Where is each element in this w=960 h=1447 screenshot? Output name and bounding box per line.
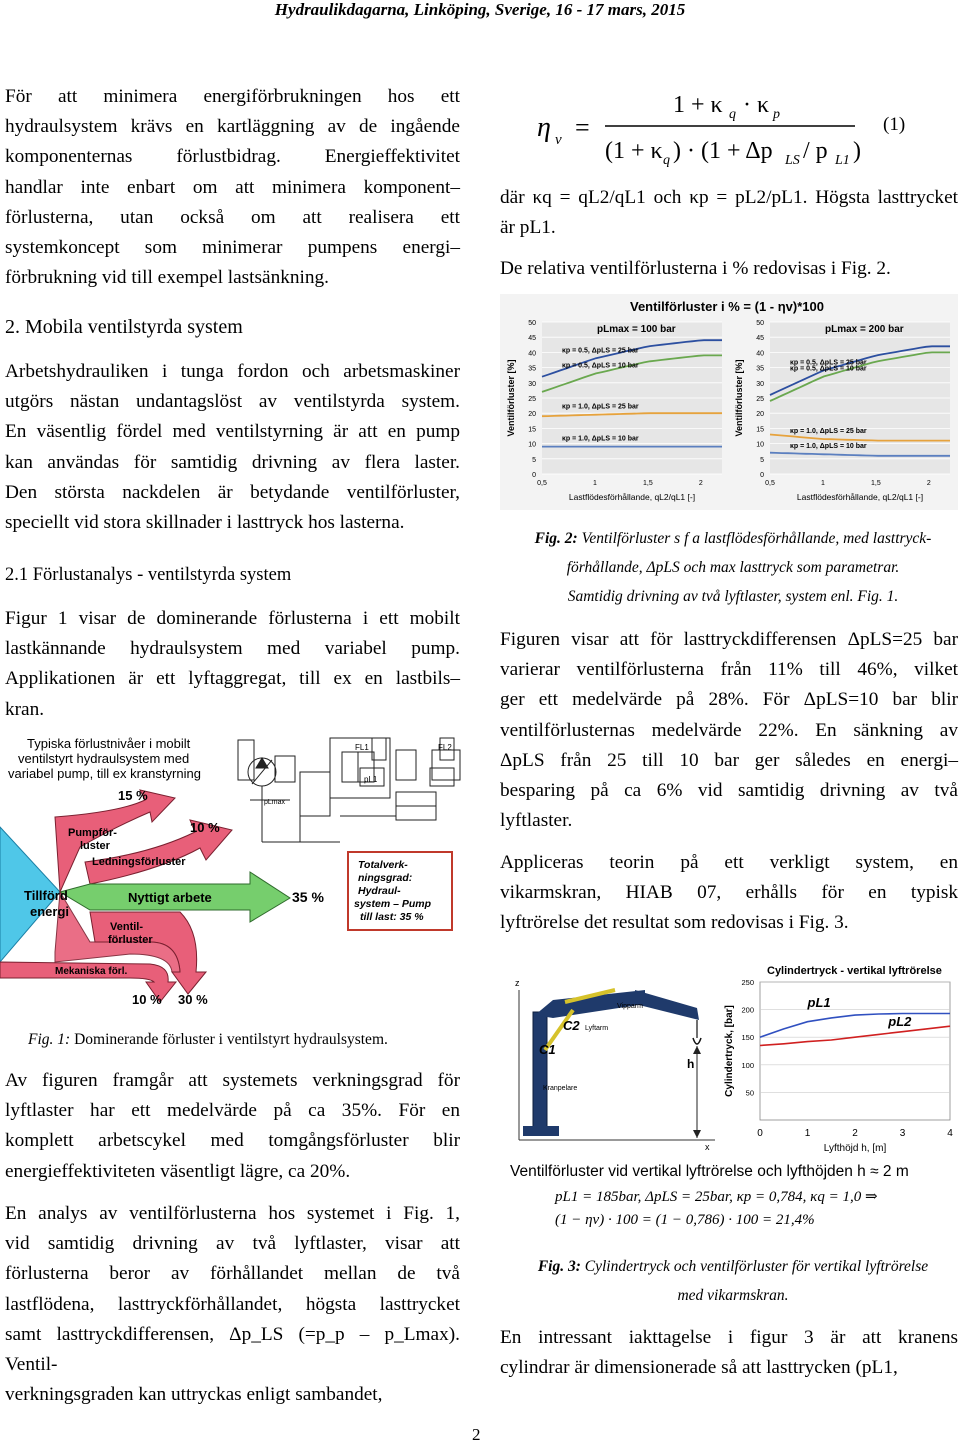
left-intro [5,82,460,293]
total-line-1: Totalverk- [358,859,408,871]
fig3-subtitle: Ventilförluster vid vertikal lyftrörelse och lyfthöjden h ≈ 2 m [510,1163,909,1180]
y-axis-label: Ventilförluster [%] [734,359,744,437]
text-line: där κq = qL2/qL1 och κp = pL2/pL1. Högsta lasttrycket [500,187,958,208]
series-label: κp = 0.5, ΔpLS = 10 bar [562,362,639,370]
series-label: κp = 0.5, ΔpLS = 10 bar [790,365,867,373]
x-axis-label: Lyfthöjd h, [m] [823,1143,887,1154]
series-label: κp = 0.5, ΔpLS = 25 bar [790,359,867,367]
y-tick-label: 200 [741,1005,754,1015]
y-tick-label: 50 [528,320,536,327]
y-tick-label: 0 [532,472,536,479]
left-para3 [5,1199,460,1410]
svg-text:η: η [537,112,551,143]
y-tick-label: 35 [756,365,764,373]
caption-text: med vikarmskran. [677,1287,789,1304]
text-line: ger ett medelvärde på 28%. För ΔpLS=10 bar blir [500,689,958,711]
fig2-title: Ventilförluster i % = (1 - ηv)*100 [630,299,824,314]
svg-text:p: p [773,107,780,122]
valve-loss-1: Ventil- [110,921,144,933]
caption-line [506,553,960,582]
axis-x: x [705,1142,710,1152]
vipparm-label: Vipparm [617,1003,643,1010]
text-line: varierar ventilförlusterna från 11% till 46%, vilket [500,659,958,681]
svg-text:) · (1 + Δp: ) · (1 + Δp [673,138,773,164]
x-tick-label: 2 [698,480,703,487]
y-axis-label: Cylindertryck, [bar] [724,1005,735,1097]
fig1-title-2: ventilstyrt hydraulsystem med [18,751,190,766]
pct-30: 30 % [178,992,208,1007]
subsection-title: 2.1 Förlustanalys - ventilstyrda system [5,565,292,585]
fig3-caption [506,1252,960,1310]
caption-line [506,582,960,611]
right-para-c [500,1323,958,1383]
x-tick-label: 0,5 [765,480,775,487]
y-tick-label: 10 [528,441,536,449]
y-tick-label: 20 [756,411,764,419]
caption-line [506,1281,960,1310]
text-line: En väsentlig fördel med ventilstyrning är att en pump [5,421,460,443]
text-line: komplett arbetscykel med tomgångsförluster blir [5,1130,460,1152]
x-tick-label: 1,5 [871,480,881,487]
text-line: samt lasttryckdifferensen, Δp_LS (=p_p – p_Lmax). Ventil- [5,1323,460,1376]
text-line: förlusterna, utan också om att realisera ett [5,206,460,228]
svg-text:1 + κ: 1 + κ [673,92,723,118]
y-tick-label: 10 [756,441,764,449]
y-tick-label: 30 [756,380,764,388]
text-line: speciellt vid stora skillnader i lasttryck hos lasterna. [5,512,405,534]
input-energy-2: energi [30,904,70,919]
pump-loss-1: Pumpför- [68,827,117,839]
y-tick-label: 5 [532,456,536,464]
fig3-formula-2: (1 − ηv) · 100 = (1 − 0,786) · 100 = 21,4% [555,1212,815,1228]
caption-text: Ventilförluster s f a lastflödesförhållande, med lasttryck- [581,530,932,547]
y-tick-label: 35 [528,365,536,373]
figure-3 [505,960,960,1155]
crane-drawing [515,978,715,1152]
text-line: besparing på ca 6% vid samtidig drivning av två [500,780,958,802]
c2-label: C2 [563,1018,580,1033]
svg-text:LS: LS [785,153,800,168]
total-line-3: Hydraul- [358,885,401,897]
right-para-a [500,625,958,836]
useful-work-label: Nyttigt arbete [128,890,212,905]
y-tick-label: 40 [756,350,764,358]
svg-text:L1: L1 [835,153,850,168]
series-label: κp = 1.0, ΔpLS = 25 bar [562,403,639,411]
valve-loss-2: förluster [108,934,153,946]
pl1-label: pL1 [807,994,831,1010]
y-tick-label: 5 [760,456,764,464]
svg-text:v: v [555,132,562,148]
svg-text:· κ: · κ [743,92,770,118]
x-axis-label: Lastflödesförhållande, qL2/qL1 [-] [568,492,696,502]
svg-text:=: = [575,113,590,142]
caption-text: Cylindertryck och ventilförluster för vertikal lyftrörelse [584,1258,929,1275]
x-tick-label: 0,5 [537,480,547,487]
section-title: 2. Mobila ventilstyrda system [5,316,243,338]
panel-header: pLmax = 200 bar [825,324,904,335]
text-line: förbrukning vid till exempel lastsänkning. [5,267,329,289]
c1-label: C1 [539,1042,556,1057]
x-tick-label: 1 [820,480,825,487]
caption-label: Fig. 3: [537,1258,581,1275]
panel-header: pLmax = 100 bar [597,324,676,335]
input-energy-1: Tillförd [24,888,68,903]
caption-line [506,524,960,553]
y-tick-label: 25 [756,396,764,403]
text-line: kan användas för samtidig drivning av flera laster. [5,451,460,473]
text-line: lastflödena, lasttryckförhållandet, högsta lasttrycket [5,1293,460,1315]
fig1-caption [28,1025,468,1054]
figure-2-chart [500,294,958,510]
caption-line [506,1252,960,1281]
fig1-caption-text: Dominerande förluster i ventilstyrt hydraulsystem. [74,1031,388,1048]
y-tick-label: 40 [528,350,536,358]
pl2-label: pL2 [888,1014,912,1030]
text-line: Appliceras teorin på ett verkligt system, en [500,852,958,873]
fig2-caption [506,524,960,611]
text-line: hydraulsystem krävs en kartläggning av de ingående [5,116,460,138]
running-header: Hydraulikdagarna, Linköping, Sverige, 16 - 17 mars, 2015 [274,0,686,19]
total-line-5: till last: 35 % [360,911,424,923]
y-tick-label: 45 [528,335,536,343]
pump-loss-2: luster [80,840,110,852]
caption-text: förhållande, ΔpLS och max lasttryck som parametrar. [566,559,900,576]
y-tick-label: 250 [741,978,754,987]
svg-text:q: q [729,107,736,122]
pct-10: 10 % [190,820,220,835]
text-line: Applikationen är ett lyftaggregat, till ex en lastbils– [5,668,460,690]
circuit-plmax: pLmax [264,799,286,806]
line-loss-label: Ledningsförluster [92,856,186,868]
y-tick-label: 150 [741,1033,754,1043]
left-para2 [5,1066,460,1187]
svg-text:q: q [663,153,670,168]
x-tick-label: 2 [926,480,931,487]
text-line: handlar inte enbart om att minimera komponent– [5,176,460,198]
text-line: utgörs nästan undantagslöst av ventilstyrda system. [5,391,460,413]
x-tick-label: 1 [804,1128,811,1139]
text-line: vid samtidig drivning av två lyftlaster, visar att [5,1233,460,1255]
series-label: κp = 0.5, ΔpLS = 25 bar [562,347,639,355]
figure-1 [0,732,470,1014]
text-line: cylindrar är dimensionerade så att lasttrycken (pL1, [500,1357,898,1379]
text-line: För att minimera energiförbrukningen hos ett [5,86,460,107]
text-line: verkningsgraden kan uttryckas enligt sambandet, [5,1384,383,1406]
mech-loss-label: Mekaniska förl. [55,966,128,977]
fig3-formula [555,1186,878,1232]
x-tick-label: 0 [757,1128,763,1139]
text-line: ventilförlusternas medelvärde 22%. En sänkning av [500,719,958,741]
y-tick-label: 30 [528,380,536,388]
y-tick-label: 50 [756,320,764,327]
x-axis-label: Lastflödesförhållande, qL2/qL1 [-] [796,492,924,502]
fig1-caption-label: Fig. 1: [28,1031,71,1048]
text-line: lyftlaster. [500,810,573,832]
text-line: Figur 1 visar de dominerande förlusterna i ett mobilt [5,608,460,629]
text-line: energieffektiviteten väsentligt lägre, ca 20%. [5,1160,351,1182]
left-section-text [5,357,460,538]
svg-text:(1 + κ: (1 + κ [605,138,663,164]
page-number: 2 [472,1425,481,1444]
x-tick-label: 3 [899,1128,906,1139]
total-line-2: ningsgrad: [358,872,413,884]
text-line: Av figuren framgår att systemets verkningsgrad för [5,1070,460,1091]
total-line-4: system – Pump [354,898,432,910]
x-tick-label: 4 [947,1128,953,1139]
fig1-title-3: variabel pump, till ex kranstyrning [8,766,201,781]
pct-15: 15 % [118,788,148,803]
x-tick-label: 1 [592,480,597,487]
series-label: κp = 1.0, ΔpLS = 25 bar [790,428,867,436]
text-line: förlusterna beror av förhållandet mellan de två [5,1263,460,1285]
text-line: komponenternas förlustbidrag. Energieffektivitet [5,146,460,168]
svg-text:/ p: / p [803,138,828,164]
circuit-schematic [238,738,460,842]
right-para-b [500,848,958,939]
y-tick-label: 15 [756,426,764,434]
eq-number: (1) [883,114,906,135]
svg-text:): ) [853,138,861,164]
series-label: κp = 1.0, ΔpLS = 10 bar [790,443,867,451]
h-label: h [687,1057,695,1071]
circuit-fl1: FL1 [355,743,369,752]
y-tick-label: 20 [528,411,536,419]
kranpelare-label: Kranpelare [543,1085,578,1092]
circuit-fl2: FL2 [438,743,452,752]
text-line: ΔpLS från 25 till 10 bar ger således en energi– [500,749,958,771]
fig2-intro: De relativa ventilförlusterna i % redovisas i Fig. 2. [500,258,891,279]
text-line: vikarmskran, HIAB 07, erhålls för en typisk [500,882,958,904]
fig3-chart-title: Cylindertryck - vertikal lyftrörelse [767,965,942,977]
equation-1 [535,82,925,172]
y-tick-label: 45 [756,335,764,343]
x-tick-label: 1,5 [643,480,653,487]
text-line: Den största nackdelen är betydande ventilförluster, [5,481,460,503]
text-line: kran. [5,698,45,720]
y-tick-label: 15 [528,426,536,434]
circuit-pl1: pL1 [364,775,378,784]
caption-label: Fig. 2: [534,530,578,547]
text-line: systemkoncept som minimerar pumpens energi– [5,237,460,259]
left-subsection-text [5,604,460,725]
plot-area [760,982,950,1120]
y-tick-label: 0 [760,472,764,479]
fig1-title-1: Typiska förlustnivåer i mobilt [27,736,191,751]
eq-description [500,183,958,243]
text-line: lyftlaster har ett medelvärde på ca 35%. För en [5,1100,460,1122]
y-tick-label: 100 [741,1060,754,1070]
axis-z: z [515,978,520,988]
x-tick-label: 2 [852,1128,858,1139]
lyftarm-label: Lyftarm [585,1025,609,1032]
text-line: lyftrörelse det resultat som redovisas i Fig. 3. [500,912,849,934]
pct-10b: 10 % [132,992,162,1007]
series-label: κp = 1.0, ΔpLS = 10 bar [562,435,639,443]
y-axis-label: Ventilförluster [%] [506,359,516,437]
pct-35: 35 % [292,889,324,905]
caption-text: Samtidig drivning av två lyftlaster, system enl. Fig. 1. [567,588,899,605]
text-line: Figuren visar att för lasttryckdifferensen ΔpLS=25 bar [500,629,958,650]
y-tick-label: 25 [528,396,536,403]
text-line: är pL1. [500,217,556,239]
text-line: En analys av ventilförlusterna hos systemet i Fig. 1, [5,1203,460,1224]
text-line: Arbetshydrauliken i tunga fordon och arbetsmaskiner [5,361,460,382]
fig3-formula-1: pL1 = 185bar, ΔpLS = 25bar, κp = 0,784, κq = 1,0 ⇒ [555,1189,878,1205]
text-line: lastkännande hydraulsystem med variabel pump. [5,638,460,660]
y-tick-label: 50 [745,1088,754,1098]
text-line: En intressant iakttagelse i figur 3 är att kranens [500,1327,958,1348]
